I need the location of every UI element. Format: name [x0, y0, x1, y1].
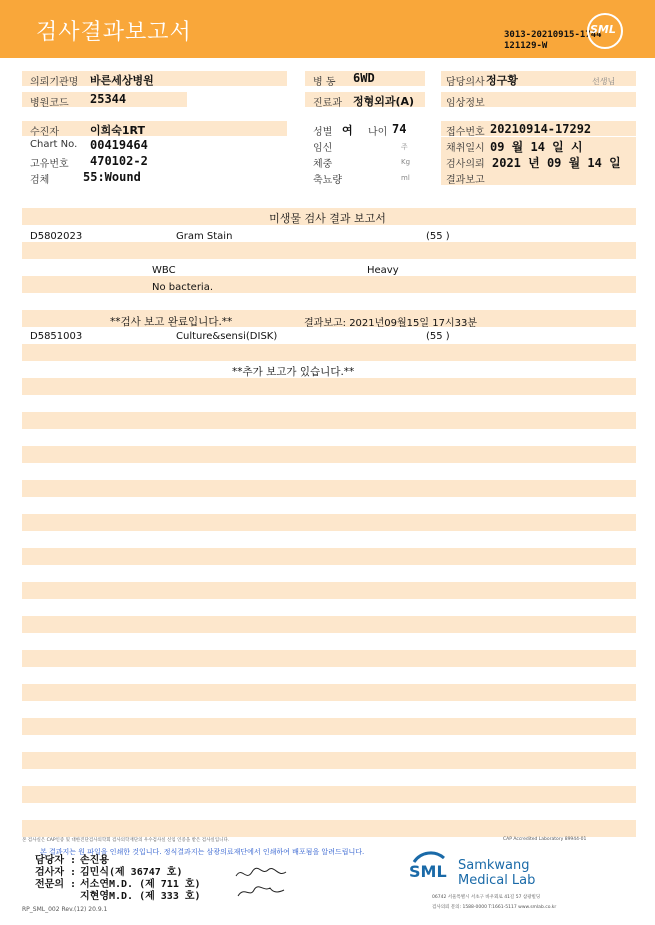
weight-label: 체중	[313, 159, 333, 170]
cap-number: CAP Accredited Laboratory 89944-01	[503, 837, 587, 842]
pregnancy-unit: 주	[401, 143, 408, 151]
accreditation-notice: 본 검사실은 CAP인증 및 대한진단검사의학회 검사의학재단의 우수검사실 신임 인증을 받은 검사실입니다.	[22, 838, 230, 843]
table-row-stripe	[22, 446, 636, 463]
doctor-value: 정구황	[486, 74, 518, 87]
doctor-signatures	[232, 862, 292, 900]
table-row-stripe	[22, 752, 636, 769]
test-name-2: Culture&sensi(DISK)	[176, 331, 278, 342]
table-row-stripe	[22, 616, 636, 633]
document-number-line2: 121129-W	[504, 41, 548, 51]
recipient-value: 이희숙1RT	[90, 124, 146, 137]
lab-name-line1: Samkwang	[458, 858, 530, 873]
test-specimen-1: (55 )	[426, 231, 450, 242]
document-number-line1: 3013-20210915-1744	[504, 30, 602, 40]
completion-time: 결과보고: 2021년09월15일 17시33분	[304, 318, 478, 329]
receipt-value: 20210914-17292	[490, 122, 592, 136]
specialist-name-1: 서소연M.D. (제 711 호)	[80, 879, 201, 890]
collect-label: 채취일시	[446, 143, 485, 154]
test-code-1: D5802023	[30, 231, 83, 242]
hospital-code-label: 병원코드	[30, 98, 69, 109]
clinical-info-label: 임상정보	[446, 98, 485, 109]
pregnancy-label: 임신	[313, 143, 333, 154]
reporter-label: 담당자 :	[35, 855, 77, 866]
table-row-stripe	[22, 514, 636, 531]
test-specimen-2: (55 )	[426, 331, 450, 342]
table-row-stripe	[22, 344, 636, 361]
lab-name	[458, 858, 535, 888]
table-row-stripe	[22, 242, 636, 259]
table-row-stripe	[22, 276, 636, 293]
wbc-label: WBC	[152, 265, 176, 276]
dept-label: 진료과	[313, 98, 342, 109]
report-header	[0, 0, 655, 58]
specialist-label: 전문의 :	[35, 879, 77, 890]
specimen-label: 검체	[30, 175, 50, 186]
doctor-label: 담당의사	[446, 77, 485, 88]
examiner-label: 검사자 :	[35, 867, 77, 878]
table-row-stripe	[22, 412, 636, 429]
table-row-stripe	[22, 650, 636, 667]
receipt-label: 접수번호	[446, 127, 485, 138]
form-code: RP_SML_002 Rev.(12) 20.9.1	[22, 906, 108, 913]
completion-message: **검사 보고 완료입니다.**	[110, 316, 233, 328]
urine-unit: ml	[401, 174, 410, 182]
id-no-value: 470102-2	[90, 154, 148, 168]
lab-name-line2: Medical Lab	[458, 873, 536, 888]
table-row-stripe	[22, 582, 636, 599]
table-row-stripe	[22, 786, 636, 803]
recipient-label: 수진자	[30, 127, 59, 138]
test-code-2: D5851003	[30, 331, 83, 342]
original-print-notice: 본 결과지는 원 파일을 인쇄한 것입니다. 정식결과지는 삼광의료재단에서 인쇄하여 배포됨을 알려드립니다.	[40, 848, 365, 856]
dept-value: 정형외과(A)	[353, 95, 415, 108]
lab-address: 06742 서울특별시 서초구 바우뫼로 41길 57 삼광빌딩	[432, 895, 541, 900]
institution-label: 의뢰기관명	[30, 77, 79, 88]
institution-value: 바른세상병원	[90, 74, 154, 87]
test-name-1: Gram Stain	[176, 231, 233, 242]
section-title: 미생물 검사 결과 보고서	[269, 212, 386, 225]
sex-label: 성별	[313, 127, 333, 138]
age-value: 74	[392, 122, 407, 136]
additional-report-message: **추가 보고가 있습니다.**	[232, 366, 355, 378]
ward-label: 병 동	[313, 77, 336, 88]
hospital-code-value: 25344	[90, 92, 127, 106]
specialist-name-2: 지현영M.D. (제 333 호)	[80, 891, 201, 902]
specimen-value: 55:Wound	[83, 170, 141, 184]
wbc-value: Heavy	[367, 265, 399, 276]
weight-unit: Kg	[401, 158, 411, 166]
sml-lab-logo-text: SML	[409, 862, 447, 881]
table-row-stripe	[22, 378, 636, 395]
request-label: 검사의뢰	[446, 159, 485, 170]
age-label: 나이	[368, 127, 388, 138]
collect-value: 09 월 14 일 시	[490, 140, 583, 154]
urine-label: 축뇨량	[313, 175, 342, 186]
request-value: 2021 년 09 월 14 일	[492, 156, 621, 170]
chart-no-value: 00419464	[90, 138, 148, 152]
examiner-name: 김민식(제 36747 호)	[80, 867, 183, 878]
page-title: 검사결과보고서	[36, 20, 192, 45]
table-row-stripe	[22, 548, 636, 565]
sex-value: 여	[342, 124, 353, 137]
sml-logo-text: SML	[590, 23, 616, 36]
lab-contact: 검사의뢰 문의: 1588-0000 T:1661-5117 www.smlab.co.kr	[432, 905, 557, 910]
table-row-stripe	[22, 820, 636, 837]
report-date-label: 결과보고	[446, 175, 485, 186]
reporter-name: 손진용	[80, 855, 109, 866]
id-no-label: 고유번호	[30, 159, 69, 170]
bacteria-result: No bacteria.	[152, 282, 214, 293]
table-row-stripe	[22, 684, 636, 701]
chart-no-label: Chart No.	[30, 139, 78, 150]
table-row-stripe	[22, 480, 636, 497]
table-row-stripe	[22, 718, 636, 735]
doctor-suffix: 선생님	[592, 77, 616, 86]
ward-value: 6WD	[353, 71, 375, 85]
recipient-field	[22, 121, 287, 136]
